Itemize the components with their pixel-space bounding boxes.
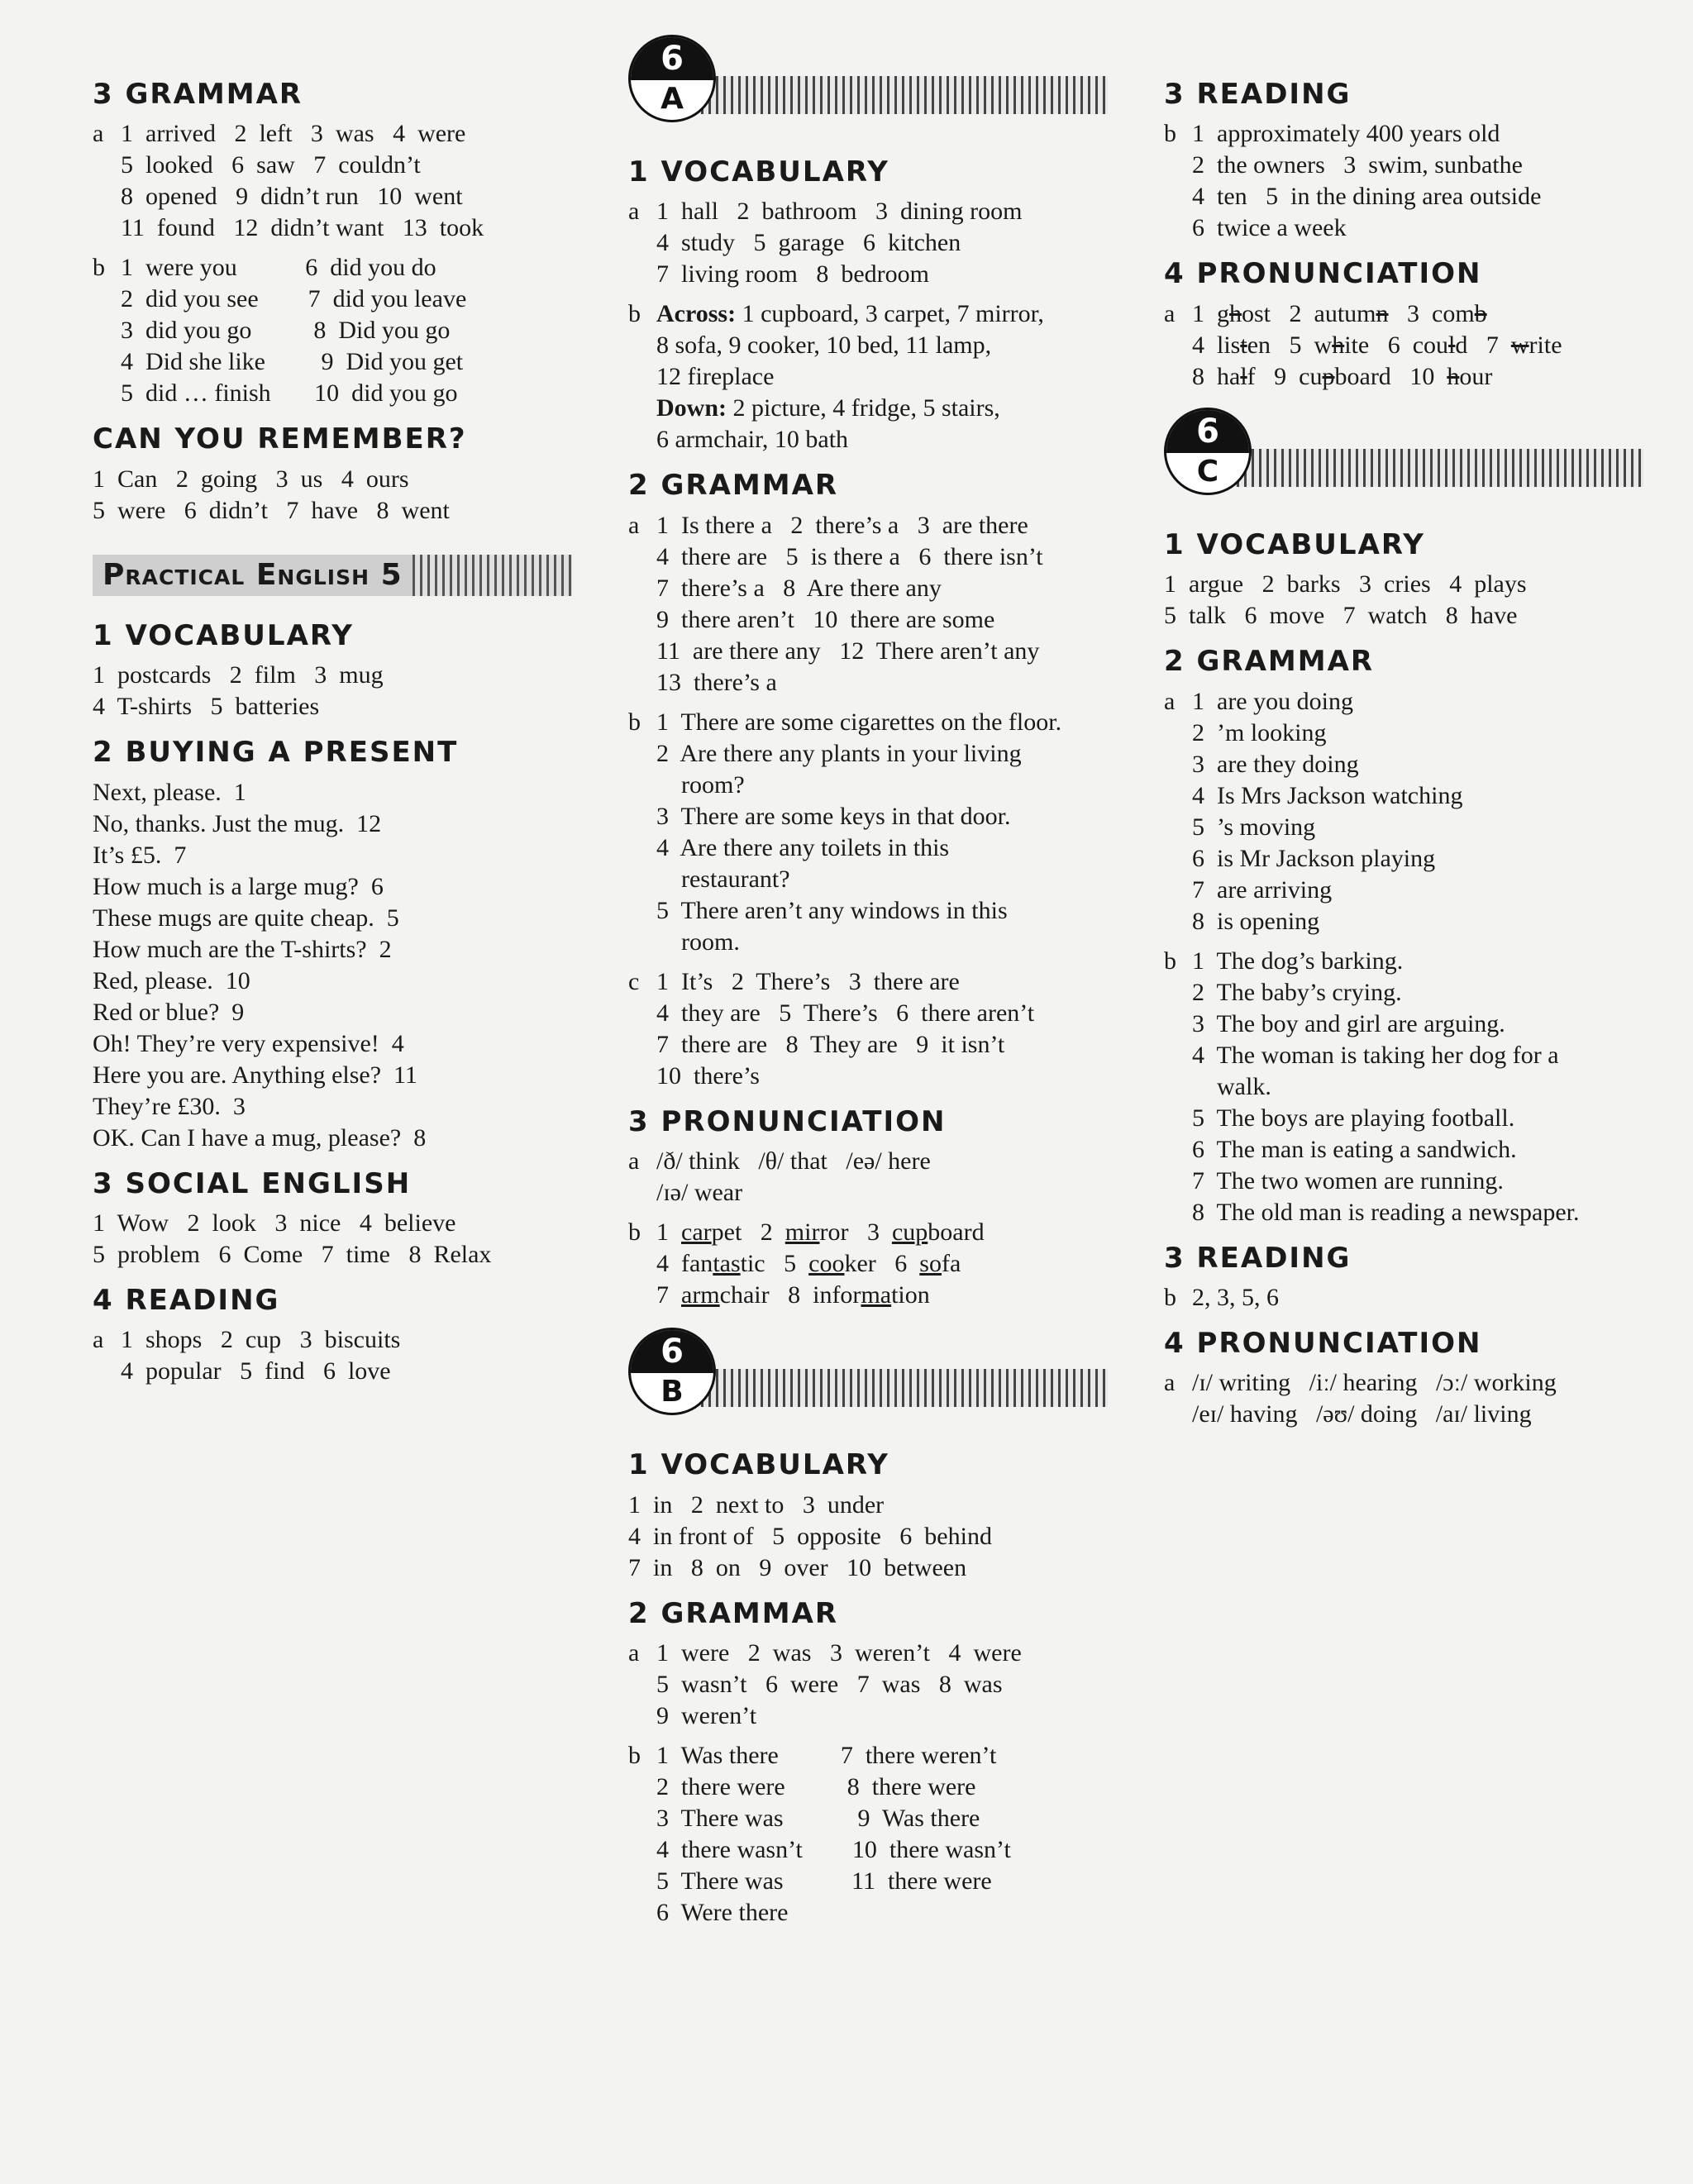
answer-line: 3 are they doing bbox=[1192, 750, 1359, 778]
answer-line: 6 The man is eating a sandwich. bbox=[1192, 1135, 1517, 1163]
answer-line: Down: 2 picture, 4 fridge, 5 stairs, bbox=[656, 394, 1000, 422]
reading-section: 3 READING b 1 approximately 400 years old 2 the owners 3 swim, sunbathe 4 ten 5 in the dining area outside 6 twice a week bbox=[1164, 79, 1643, 244]
dialogue-line: How much is a large mug? 6 bbox=[93, 872, 384, 900]
answer-line: 7 in 8 on 9 over 10 between bbox=[628, 1553, 967, 1581]
answer-line: 2 ’m looking bbox=[1192, 718, 1327, 746]
dialogue-line: These mugs are quite cheap. 5 bbox=[93, 904, 399, 932]
answer-line: 1 were 2 was 3 weren’t 4 were bbox=[656, 1638, 1022, 1667]
answer-line: 2 did you see 7 did you leave bbox=[121, 285, 467, 313]
section-heading: 2 BUYING A PRESENT bbox=[93, 736, 459, 770]
answer-line: 8 sofa, 9 cooker, 10 bed, 11 lamp, bbox=[656, 331, 992, 360]
section-heading: 3 SOCIAL ENGLISH bbox=[93, 1166, 412, 1200]
answer-line: 9 weren’t bbox=[656, 1701, 757, 1729]
answer-line: 9 there aren’t 10 there are some bbox=[656, 605, 995, 633]
answer-line: 12 fireplace bbox=[656, 363, 775, 391]
dialogue-line: How much are the T-shirts? 2 bbox=[93, 935, 392, 963]
answer-line: walk. bbox=[1192, 1072, 1271, 1100]
dialogue-line: Red, please. 10 bbox=[93, 966, 250, 994]
answer-line: 3 did you go 8 Did you go bbox=[121, 317, 451, 345]
answer-line: 4 there are 5 is there a 6 there isn’t bbox=[656, 542, 1043, 570]
practical-english-title: Practical English 5 bbox=[93, 555, 413, 596]
unit-badge: 6 B bbox=[628, 1328, 716, 1415]
answer-line: 2 the owners 3 swim, sunbathe bbox=[1192, 151, 1523, 179]
answer-line: 11 are there any 12 There aren’t any bbox=[656, 637, 1040, 665]
silent-letter-line: 1 ghost 2 autumn 3 comb bbox=[1192, 299, 1487, 327]
unit-6b-header bbox=[628, 1328, 1108, 1427]
answer-line: 4 in front of 5 opposite 6 behind bbox=[628, 1522, 992, 1550]
answer-line: 4 Did she like 9 Did you get bbox=[121, 348, 464, 376]
answer-line: 4 The woman is taking her dog for a bbox=[1192, 1041, 1559, 1069]
vocabulary-section bbox=[628, 1450, 1108, 1583]
section-heading: 2 GRAMMAR bbox=[628, 469, 839, 503]
vocabulary-section bbox=[93, 618, 572, 722]
answer-line: 2 The baby’s crying. bbox=[1192, 978, 1402, 1006]
answer-line: 2, 3, 5, 6 bbox=[1192, 1283, 1279, 1311]
answer-line: 5 problem 6 Come 7 time 8 Relax bbox=[93, 1240, 492, 1268]
silent-letter-line: 8 half 9 cupboard 10 hour bbox=[1192, 362, 1493, 390]
answer-line: 5 The boys are playing football. bbox=[1192, 1104, 1515, 1132]
answer-line: 5 ’s moving bbox=[1192, 813, 1316, 841]
reading-section: 3 READING b 2, 3, 5, 6 bbox=[1164, 1243, 1643, 1314]
social-english-section bbox=[93, 1166, 572, 1271]
answer-line: 5 were 6 didn’t 7 have 8 went bbox=[93, 496, 450, 524]
buying-present-section bbox=[93, 737, 572, 1153]
grammar-section: 3 GRAMMAR a 1 arrived 2 left 3 was 4 were 5 looked 6 saw 7 couldn’t 8 opened 9 didn’t run 10 went 11 found 12 didn’t want 13 took b 1 were you 6 did you do 2 did you see 7 did you leave 3 did you go 8 Did you go 4 Did she like 9 Did you get 5 did … finish 10 did you go bbox=[93, 79, 572, 409]
unit-6a-header bbox=[628, 35, 1108, 134]
unit-banner-hatch bbox=[671, 76, 1108, 114]
answer-line: 1 The dog’s barking. bbox=[1192, 947, 1404, 975]
answer-line: 6 twice a week bbox=[1192, 214, 1347, 242]
section-heading: CAN YOU REMEMBER? bbox=[93, 422, 467, 456]
answer-line: 7 are arriving bbox=[1192, 875, 1333, 904]
answer-line: /eɪ/ having /əʊ/ doing /aɪ/ living bbox=[1192, 1400, 1532, 1428]
answer-line: 8 The old man is reading a newspaper. bbox=[1192, 1198, 1580, 1226]
section-heading: 3 GRAMMAR bbox=[93, 78, 303, 111]
answer-line: 1 arrived 2 left 3 was 4 were bbox=[121, 120, 466, 148]
answer-line: 2 there were 8 there were bbox=[656, 1772, 976, 1800]
column-right bbox=[1164, 79, 1643, 1445]
answer-line: 5 There aren’t any windows in this bbox=[656, 896, 1008, 924]
answer-line: 8 opened 9 didn’t run 10 went bbox=[121, 183, 463, 211]
dialogue-line: It’s £5. 7 bbox=[93, 841, 187, 869]
grammar-section: 2 GRAMMAR a 1 are you doing 2 ’m looking 3 are they doing 4 Is Mrs Jackson watching 5 ’s moving 6 is Mr Jackson playing 7 are arriving 8 is opening b 1 The dog’s barking. 2 The baby’s crying. 3 The boy and girl are arguing. 4 The woman is taking her dog for a walk. 5 The boys are playing football. 6 The man is eating a sandwich. 7 The two women are running. 8 The old man is reading a newspaper. bbox=[1164, 646, 1643, 1228]
answer-line: /ɪə/ wear bbox=[656, 1179, 743, 1207]
answer-line: 7 there are 8 They are 9 it isn’t bbox=[656, 1030, 1005, 1058]
stress-line: 4 fantastic 5 cooker 6 sofa bbox=[656, 1250, 961, 1278]
dialogue-line: Next, please. 1 bbox=[93, 778, 246, 806]
dialogue-line: Oh! They’re very expensive! 4 bbox=[93, 1029, 404, 1057]
answer-line: /ð/ think /θ/ that /eə/ here bbox=[656, 1147, 931, 1175]
pronunciation-section: 4 PRONUNCIATION a /ɪ/ writing /iː/ hearing /ɔː/ working /eɪ/ having /əʊ/ doing /aɪ/ living bbox=[1164, 1328, 1643, 1430]
stress-line: 7 armchair 8 information bbox=[656, 1281, 930, 1309]
can-you-remember-section bbox=[93, 424, 572, 526]
unit-6c-header bbox=[1164, 408, 1643, 507]
answer-line: /ɪ/ writing /iː/ hearing /ɔː/ working bbox=[1192, 1369, 1557, 1397]
answer-line: 1 postcards 2 film 3 mug bbox=[93, 661, 384, 689]
answer-line: 1 argue 2 barks 3 cries 4 plays bbox=[1164, 570, 1527, 598]
answer-line: 4 study 5 garage 6 kitchen bbox=[656, 229, 961, 257]
unit-banner-hatch bbox=[671, 1369, 1108, 1407]
answer-line: 2 Are there any plants in your living bbox=[656, 739, 1022, 767]
answer-line: 4 T-shirts 5 batteries bbox=[93, 693, 320, 721]
section-heading: 3 READING bbox=[1164, 78, 1352, 111]
answer-line: 3 There are some keys in that door. bbox=[656, 802, 1011, 830]
section-heading: 1 VOCABULARY bbox=[628, 1448, 889, 1482]
answer-line: 11 found 12 didn’t want 13 took bbox=[121, 214, 484, 242]
answer-line: 6 Were there bbox=[656, 1898, 789, 1926]
answer-line: 6 is Mr Jackson playing bbox=[1192, 844, 1436, 872]
section-heading: 1 VOCABULARY bbox=[628, 155, 889, 188]
answer-line: 3 The boy and girl are arguing. bbox=[1192, 1009, 1505, 1037]
answer-line: room? bbox=[656, 770, 745, 799]
answer-line: 4 ten 5 in the dining area outside bbox=[1192, 183, 1542, 211]
vocabulary-section: 1 VOCABULARY a 1 hall 2 bathroom 3 dining room 4 study 5 garage 6 kitchen 7 living room 8 bedroom b Across: 1 cupboard, 3 carpet, 7 mirror, 8 sofa, 9 cooker, 10 bed, 11 lamp, 12 fireplace Down: 2 picture, 4 fridge, 5 stairs, 6 armchair, 10 bath bbox=[628, 157, 1108, 455]
section-heading: 1 VOCABULARY bbox=[93, 618, 354, 652]
answer-line: 1 Can 2 going 3 us 4 ours bbox=[93, 465, 409, 493]
section-heading: 4 PRONUNCIATION bbox=[1164, 1326, 1482, 1360]
answer-line: 4 popular 5 find 6 love bbox=[121, 1357, 391, 1385]
vocabulary-section bbox=[1164, 527, 1643, 632]
unit-banner-hatch bbox=[1207, 449, 1643, 487]
answer-line: 1 hall 2 bathroom 3 dining room bbox=[656, 198, 1023, 226]
answer-line: 5 looked 6 saw 7 couldn’t bbox=[121, 151, 421, 179]
answer-line: 4 Are there any toilets in this bbox=[656, 833, 950, 861]
answer-line: 5 did … finish 10 did you go bbox=[121, 379, 458, 408]
section-heading: 3 PRONUNCIATION bbox=[628, 1104, 947, 1138]
answer-line: 1 shops 2 cup 3 biscuits bbox=[121, 1326, 401, 1354]
answer-line: 1 are you doing bbox=[1192, 687, 1353, 715]
dialogue-line: They’re £30. 3 bbox=[93, 1092, 246, 1120]
dialogue-line: OK. Can I have a mug, please? 8 bbox=[93, 1123, 427, 1152]
section-heading: 2 GRAMMAR bbox=[628, 1596, 839, 1630]
pronunciation-section: 3 PRONUNCIATION a /ð/ think /θ/ that /eə/ here /ɪə/ wear b 1 carpet 2 mirror 3 cupboard 4 fantastic 5 cooker 6 sofa 7 armchair 8 information bbox=[628, 1107, 1108, 1311]
grammar-section: 2 GRAMMAR a 1 were 2 was 3 weren’t 4 were 5 wasn’t 6 were 7 was 8 was 9 weren’t b 1 Was there 7 there weren’t 2 there were 8 there were 3 There was 9 Was there 4 there wasn’t 10 there wasn’t 5 There was 11 there were 6 Were there bbox=[628, 1599, 1108, 1929]
section-heading: 4 PRONUNCIATION bbox=[1164, 257, 1482, 291]
answer-line: restaurant? bbox=[656, 865, 790, 893]
answer-line: 4 there wasn’t 10 there wasn’t bbox=[656, 1835, 1011, 1863]
stress-line: 1 carpet 2 mirror 3 cupboard bbox=[656, 1218, 985, 1247]
answer-line: 5 wasn’t 6 were 7 was 8 was bbox=[656, 1670, 1003, 1698]
answer-line: 1 approximately 400 years old bbox=[1192, 120, 1500, 148]
answer-line: 7 living room 8 bedroom bbox=[656, 260, 929, 288]
answer-line: Across: 1 cupboard, 3 carpet, 7 mirror, bbox=[656, 300, 1044, 328]
dialogue-line: Red or blue? 9 bbox=[93, 998, 245, 1026]
answer-line: 1 Wow 2 look 3 nice 4 believe bbox=[93, 1209, 456, 1237]
section-heading: 1 VOCABULARY bbox=[1164, 527, 1425, 561]
column-middle bbox=[628, 35, 1108, 1943]
grammar-section: 2 GRAMMAR a 1 Is there a 2 there’s a 3 are there 4 there are 5 is there a 6 there isn’t 7 there’s a 8 Are there any 9 there aren’t 10 there are some 11 are there any 12 There aren’t any 13 there’s a b 1 There are some cigarettes on the floor. 2 Are there any plants in your living room? 3 There are some keys in that door. 4 Are there any toilets in this restaurant? 5 There aren’t any windows in this room. c 1 It’s 2 There’s 3 there are 4 they are 5 There’s 6 there aren’t 7 there are 8 They are 9 it isn’t 10 there’s bbox=[628, 470, 1108, 1091]
dialogue-line: No, thanks. Just the mug. 12 bbox=[93, 809, 382, 837]
reading-section: 4 READING a 1 shops 2 cup 3 biscuits 4 popular 5 find 6 love bbox=[93, 1285, 572, 1387]
answer-line: 1 Was there 7 there weren’t bbox=[656, 1741, 997, 1769]
answer-line: 1 It’s 2 There’s 3 there are bbox=[656, 967, 960, 995]
answer-line: 1 There are some cigarettes on the floor. bbox=[656, 708, 1062, 736]
section-heading: 3 READING bbox=[1164, 1241, 1352, 1275]
unit-badge: 6 A bbox=[628, 35, 716, 122]
pronunciation-section: 4 PRONUNCIATION a 1 ghost 2 autumn 3 comb 4 listen 5 white 6 could 7 write 8 half 9 cupboard 10 hour bbox=[1164, 259, 1643, 392]
answer-line: 4 Is Mrs Jackson watching bbox=[1192, 781, 1463, 809]
answer-line: 7 The two women are running. bbox=[1192, 1166, 1504, 1195]
answer-line: 1 in 2 next to 3 under bbox=[628, 1490, 885, 1519]
silent-letter-line: 4 listen 5 white 6 could 7 write bbox=[1192, 331, 1562, 359]
section-heading: 2 GRAMMAR bbox=[1164, 645, 1375, 679]
answer-line: 5 There was 11 there were bbox=[656, 1867, 992, 1895]
dialogue-line: Here you are. Anything else? 11 bbox=[93, 1061, 417, 1089]
answer-line: room. bbox=[656, 927, 740, 956]
answer-line: 1 were you 6 did you do bbox=[121, 254, 436, 282]
section-heading: 4 READING bbox=[93, 1283, 280, 1317]
column-left bbox=[93, 79, 572, 1402]
answer-line: 8 is opening bbox=[1192, 907, 1320, 935]
answer-line: 7 there’s a 8 Are there any bbox=[656, 574, 942, 602]
answer-line: 13 there’s a bbox=[656, 668, 777, 696]
answer-line: 3 There was 9 Was there bbox=[656, 1804, 980, 1832]
answer-line: 1 Is there a 2 there’s a 3 are there bbox=[656, 511, 1028, 539]
answer-line: 10 there’s bbox=[656, 1061, 760, 1090]
answer-line: 5 talk 6 move 7 watch 8 have bbox=[1164, 602, 1518, 630]
answer-line: 6 armchair, 10 bath bbox=[656, 426, 849, 454]
unit-badge: 6 C bbox=[1164, 408, 1252, 495]
answer-line: 4 they are 5 There’s 6 there aren’t bbox=[656, 999, 1035, 1027]
practical-english-banner bbox=[93, 555, 572, 596]
